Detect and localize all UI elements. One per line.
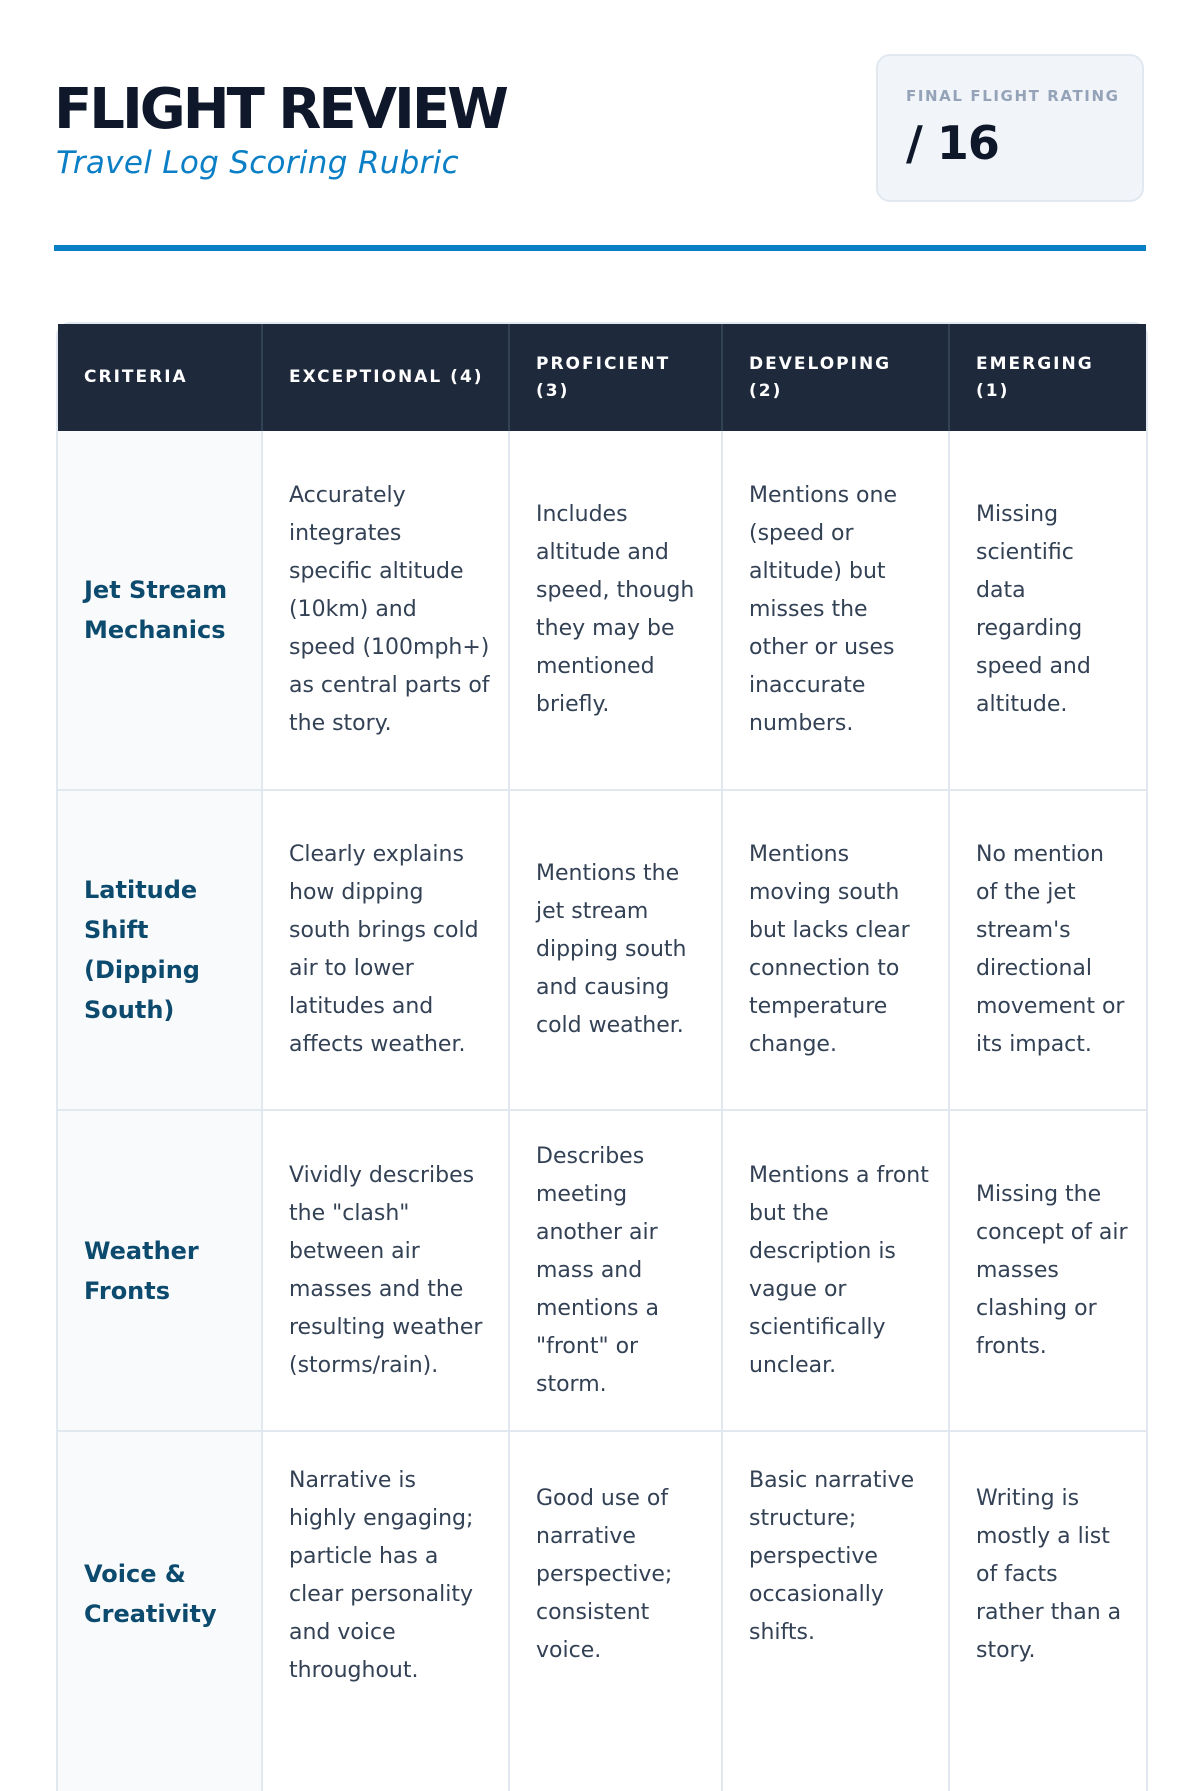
emerging-cell: Missing the concept of air masses clashing or fronts. (949, 1110, 1146, 1431)
emerging-cell: Missing scientific data regarding speed and altitude. (976, 502, 1091, 717)
rubric-page (54, 0, 1146, 1683)
criteria-cell: Latitude Shift (Dipping South) (58, 790, 262, 1110)
criteria-cell: Jet Stream Mechanics (58, 431, 262, 790)
emerging-cell: No mention of the jet stream's directional movement or its impact. (949, 790, 1146, 1110)
developing-cell: Mentions moving south but lacks clear connection to temperature change. (722, 790, 949, 1110)
developing-cell: Mentions one (speed or altitude) but misses the other or uses inaccurate numbers. (722, 431, 949, 790)
page-title: FLIGHT REVIEW (54, 77, 506, 142)
column-header-criteria: CRITERIA (58, 324, 262, 431)
emerging-cell: Writing is mostly a list of facts rather than a story. (949, 1431, 1146, 1791)
developing-cell: Basic narrative structure; perspective occasionally shifts. (722, 1431, 949, 1791)
table-row (58, 431, 1146, 790)
proficient-cell: Good use of narrative perspective; consistent voice. (509, 1431, 722, 1791)
exceptional-cell: Vividly describes the "clash" between air masses and the resulting weather (storms/rain). (262, 1110, 509, 1431)
criteria-cell: Voice & Creativity (58, 1431, 262, 1791)
exceptional-cell: Narrative is highly engaging; particle has a clear personality and voice throughout. (262, 1431, 509, 1791)
final-rating-value: / 16 (906, 116, 999, 170)
proficient-cell: Includes altitude and speed, though they may be mentioned briefly. (509, 431, 722, 790)
table-row (58, 790, 1146, 1110)
table-row (58, 1431, 1146, 1791)
table-header-row (58, 324, 1146, 431)
proficient-cell: Mentions the jet stream dipping south and causing cold weather. (509, 790, 722, 1110)
page-subtitle: Travel Log Scoring Rubric (56, 145, 459, 181)
rubric-table (58, 324, 1146, 1791)
exceptional-cell: Accurately integrates specific altitude (10km) and speed (100mph+) as central parts of the story. (262, 431, 509, 790)
header-divider (54, 245, 1146, 251)
column-header-emerging: EMERGING (1) (949, 324, 1146, 431)
column-header-proficient: PROFICIENT (3) (509, 324, 722, 431)
final-rating-label: FINAL FLIGHT RATING (906, 87, 1120, 105)
final-rating-card (876, 54, 1144, 202)
table-row (58, 1110, 1146, 1431)
rubric-table-container (56, 322, 1148, 1791)
developing-cell: Mentions a front but the description is vague or scientifically unclear. (722, 1110, 949, 1431)
exceptional-cell: Clearly explains how dipping south brings cold air to lower latitudes and affects weather. (262, 790, 509, 1110)
proficient-cell: Describes meeting another air mass and mentions a "front" or storm. (509, 1110, 722, 1431)
page-header (54, 0, 1146, 250)
column-header-exceptional: EXCEPTIONAL (4) (262, 324, 509, 431)
criteria-cell: Weather Fronts (58, 1110, 262, 1431)
column-header-developing: DEVELOPING (2) (722, 324, 949, 431)
